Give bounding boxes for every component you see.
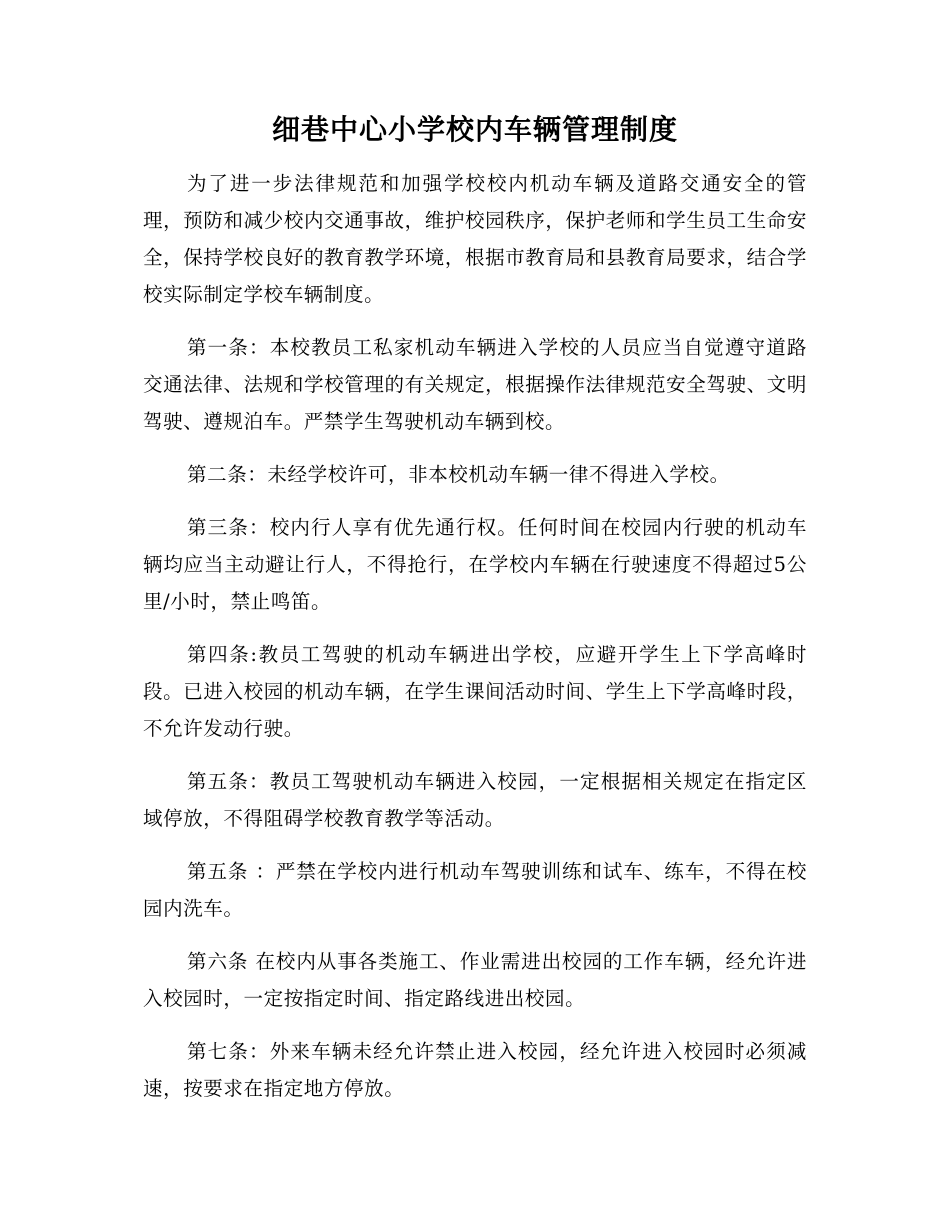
paragraph-article-2: 第二条：未经学校许可，非本校机动车辆一律不得进入学校。 [187,463,730,486]
paragraph-intro: 为了进一步法律规范和加强学校校内机动车辆及道路交通安全的管理，预防和减少校内交通事故，维护校园秩序，保护老师和学生员工生命安全，保持学校良好的教育教学环境，根据市教育局和县教育局要求，结合学校实际制定学校车辆制度。 [143,172,807,306]
paragraph-article-1: 第一条：本校教员工私家机动车辆进入学校的人员应当自觉遵守道路交通法律、法规和学校管理的有关规定，根据操作法律规范安全驾驶、文明驾驶、遵规泊车。严禁学生驾驶机动车辆到校。 [143,336,807,433]
paragraph-article-6: 第六条 在校内从事各类施工、作业需进出校园的工作车辆，经允许进入校园时，一定按指定时间、指定路线进出校园。 [143,950,807,1010]
paragraph-article-4: 第四条:教员工驾驶的机动车辆进出学校，应避开学生上下学高峰时段。已进入校园的机动车辆，在学生课间活动时间、学生上下学高峰时段，不允许发动行驶。 [143,643,807,740]
paragraph-article-5: 第五条：教员工驾驶机动车辆进入校园，一定根据相关规定在指定区域停放，不得阻碍学校教育教学等活动。 [143,770,807,830]
paragraph-article-3: 第三条：校内行人享有优先通行权。任何时间在校园内行驶的机动车辆均应当主动避让行人，不得抢行，在学校内车辆在行驶速度不得超过5公里/小时，禁止鸣笛。 [143,516,807,613]
paragraph-article-7: 第七条：外来车辆未经允许禁止进入校园，经允许进入校园时必须减速，按要求在指定地方停放。 [143,1040,807,1100]
document-body [143,165,807,1123]
paragraph-article-5b: 第五条 ：严禁在学校内进行机动车驾驶训练和试车、练车，不得在校园内洗车。 [143,860,807,920]
document-title: 细巷中心小学校内车辆管理制度 [271,113,678,146]
